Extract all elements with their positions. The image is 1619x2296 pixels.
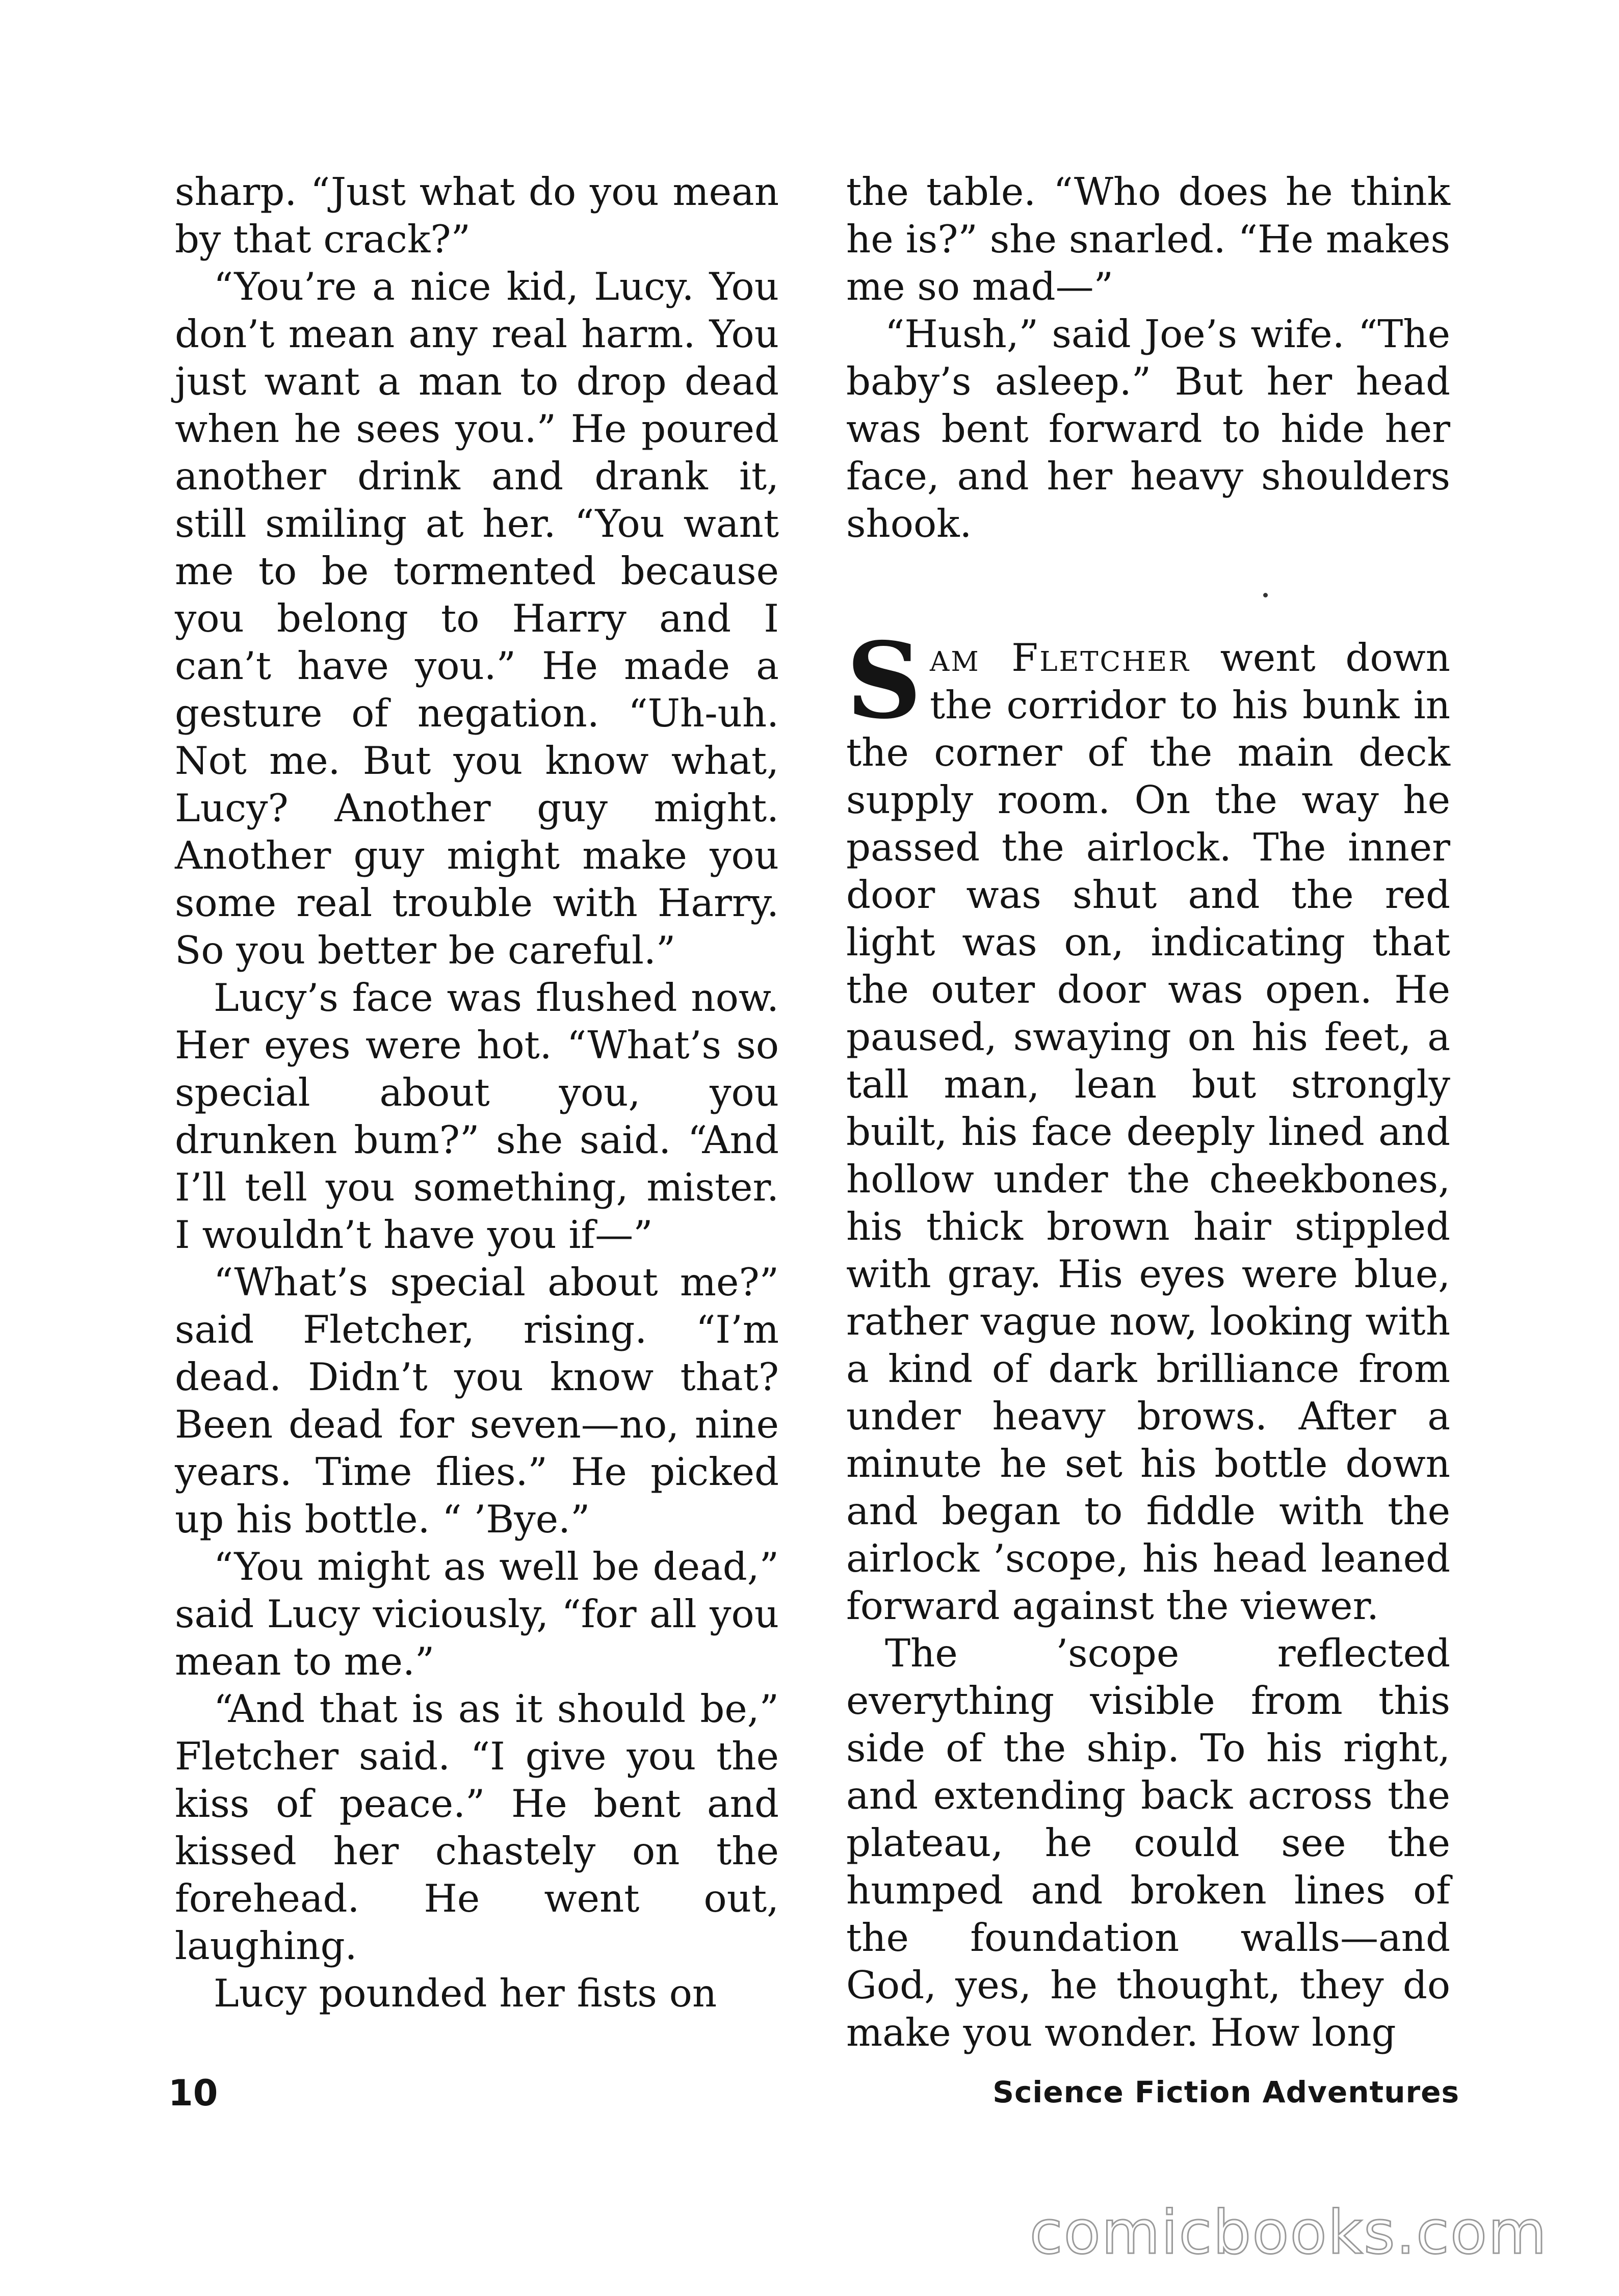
drop-cap: S <box>846 620 922 742</box>
small-caps-lead: am Fletcher <box>930 635 1190 680</box>
paragraph: “And that is as it should be,” Fletcher said. “I give you the kiss of peace.” He bent and kissed her chastely on the forehead. He went out, laughing. <box>175 1686 779 1968</box>
watermark: comicbooks.com <box>1029 2197 1548 2267</box>
paragraph: sharp. “Just what do you mean by that crack?” <box>175 169 779 262</box>
page-number: 10 <box>168 2072 218 2114</box>
paragraph: “What’s special about me?” said Fletcher, rising. “I’m dead. Didn’t you know that? Been dead for seven—no, nine years. Time flies.” He picked up his bottle. “ ’Bye.” <box>175 1260 779 1542</box>
paragraph: “Hush,” said Joe’s wife. “The baby’s asleep.” But her head was bent forward to hide her face, and her heavy shoulders shook. <box>846 311 1450 546</box>
paragraph: “You might as well be dead,” said Lucy viciously, “for all you mean to me.” <box>175 1544 779 1684</box>
paragraph-text: went down the corridor to his bunk in the corner of the main deck supply room. On the way he passed the airlock. The inner door was shut and the red light was on, indicating that the outer door was open. He paused, swaying on his feet, a tall man, lean but strongly built, his face deeply lined and hollow under the cheekbones, his thick brown hair stippled with gray. His eyes were blue, rather vague now, looking with a kind of dark brilliance from under heavy brows. After a minute he set his bottle down and began to fiddle with the airlock ’scope, his head leaned forward against the viewer. <box>846 635 1450 1628</box>
paragraph: Lucy pounded her fists on <box>214 1971 717 2016</box>
paragraph: The ’scope reflected everything visible from this side of the ship. To his right, and extending back across the plateau, he could see the humped and broken lines of the foundation walls—and God, yes, he thought, they do make you wonder. How long <box>846 1631 1450 2055</box>
paragraph: the table. “Who does he think he is?” she snarled. “He makes me so mad—” <box>846 169 1450 309</box>
left-text-column <box>175 168 779 2017</box>
section-opening-paragraph <box>846 620 1450 1630</box>
paragraph: “You’re a nice kid, Lucy. You don’t mean any real harm. You just want a man to drop dead when he sees you.” He poured another drink and drank it, still smiling at her. “You want me to be tormented because you belong to Harry and I can’t have you.” He made a gesture of negation. “Uh-uh. Not me. But you know what, Lucy? Another guy might. Another guy might make you some real trouble with Harry. So you better be careful.” <box>175 264 779 973</box>
right-text-column <box>846 168 1450 2056</box>
running-footer-title: Science Fiction Adventures <box>993 2075 1459 2109</box>
print-speck <box>1263 593 1268 597</box>
section-break <box>846 547 1450 634</box>
paragraph: Lucy’s face was flushed now. Her eyes were hot. “What’s so special about you, you drunken bum?” she said. “And I’ll tell you something, mister. I wouldn’t have you if—” <box>175 975 779 1257</box>
